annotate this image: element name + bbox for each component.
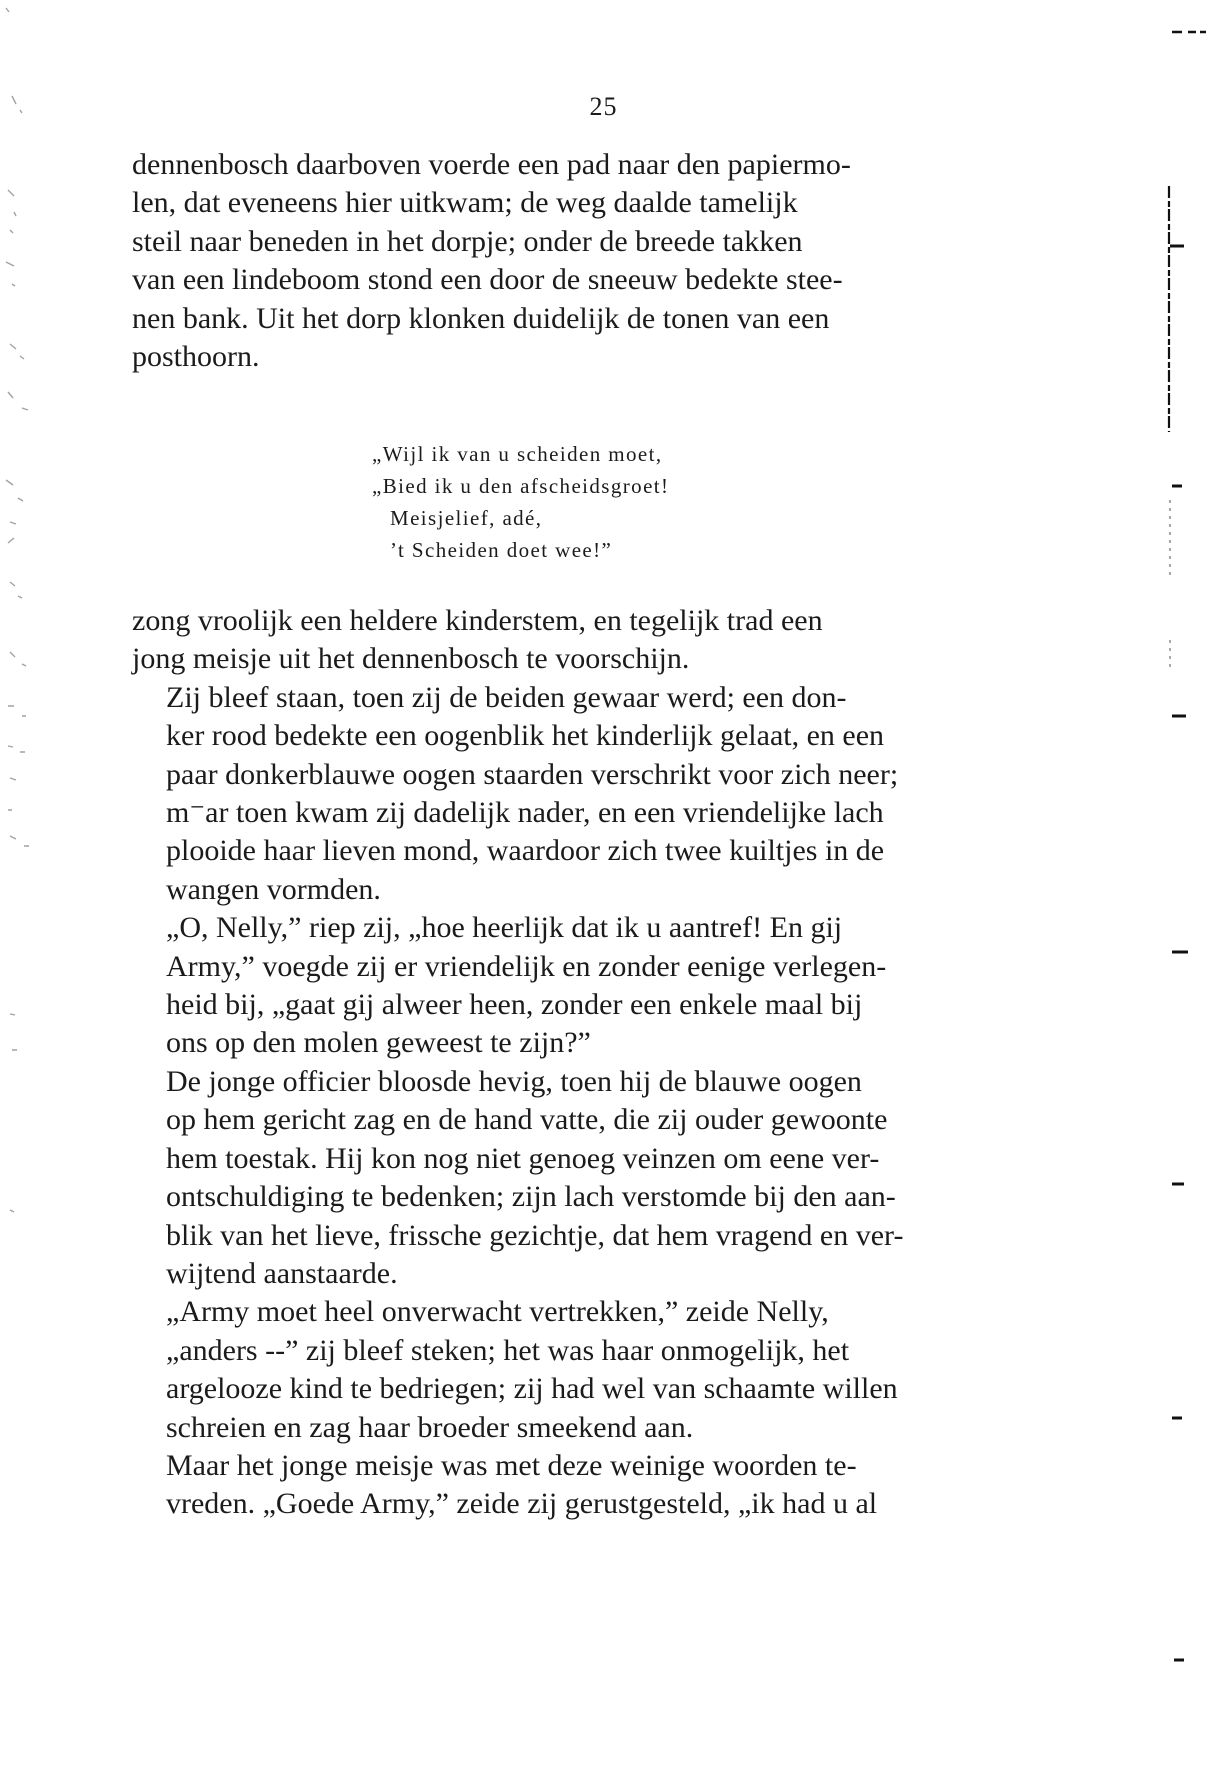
poem-line: ’t Scheiden doet wee!”	[390, 538, 613, 562]
text-line: nen bank. Uit het dorp klonken duidelijk de tonen van een	[132, 301, 830, 335]
text-line: heid bij, „gaat gij alweer heen, zonder een enkele maal bij	[166, 988, 863, 1022]
text-line: „Army moet heel onverwacht vertrekken,” zeide Nelly,	[166, 1295, 829, 1329]
text-line: „anders --” zij bleef steken; het was haar onmogelijk, het	[166, 1333, 850, 1367]
poem-verse	[372, 438, 669, 566]
text-line: steil naar beneden in het dorpje; onder de breede takken	[132, 224, 803, 258]
text-line: len, dat eveneens hier uitkwam; de weg daalde tamelijk	[132, 186, 798, 220]
text-line: op hem gericht zag en de hand vatte, die zij ouder gewoonte	[166, 1103, 888, 1137]
paragraph	[132, 1447, 968, 1524]
text-line: dennenbosch daarboven voerde een pad naar den papiermo-	[132, 148, 851, 181]
poem-line: „Wijl ik van u scheiden moet,	[372, 442, 663, 466]
right-margin-marks	[1169, 32, 1206, 1660]
paragraph	[132, 1063, 968, 1293]
body-text-top	[132, 146, 968, 376]
text-line: paar donkerblauwe oogen staarden verschrikt voor zich neer;	[166, 757, 899, 791]
paragraph	[132, 602, 968, 679]
text-line: van een lindeboom stond een door de sneeuw bedekte stee-	[132, 263, 843, 297]
body-text-bottom	[132, 602, 968, 1524]
text-line: hem toestak. Hij kon nog niet genoeg veinzen om eene ver-	[166, 1141, 880, 1175]
page-number: 25	[589, 92, 618, 121]
paragraph	[132, 1293, 968, 1447]
text-line: De jonge officier bloosde hevig, toen hij de blauwe oogen	[166, 1064, 862, 1098]
text-line: zong vroolijk een heldere kinderstem, en tegelijk trad een	[132, 604, 823, 637]
text-line: posthoorn.	[132, 340, 260, 374]
text-line: ker rood bedekte een oogenblik het kinderlijk gelaat, en een	[166, 719, 885, 753]
text-line: schreien en zag haar broeder smeekend aan.	[166, 1410, 694, 1444]
text-line: Maar het jonge meisje was met deze weinige woorden te-	[166, 1448, 857, 1482]
text-line: wijtend aanstaarde.	[166, 1256, 398, 1290]
text-line: Zij bleef staan, toen zij de beiden gewaar werd; een don-	[166, 680, 847, 714]
paragraph	[132, 679, 968, 909]
poem-line: „Bied ik u den afscheidsgroet!	[372, 474, 670, 498]
left-margin-specks	[6, 8, 29, 1212]
text-line: Army,” voegde zij er vriendelijk en zonder eenige verlegen-	[166, 949, 887, 983]
poem-line: Meisjelief, adé,	[390, 506, 543, 530]
paragraph	[132, 146, 968, 376]
text-line: „O, Nelly,” riep zij, „hoe heerlijk dat ik u aantref! En gij	[166, 911, 843, 945]
text-line: wangen vormden.	[166, 872, 381, 906]
text-line: plooide haar lieven mond, waardoor zich twee kuiltjes in de	[166, 834, 885, 868]
text-line: m⁻ar toen kwam zij dadelijk nader, en een vriendelijke lach	[166, 796, 884, 830]
paragraph	[132, 909, 968, 1063]
text-line: ontschuldiging te bedenken; zijn lach verstomde bij den aan-	[166, 1180, 896, 1214]
text-line: vreden. „Goede Army,” zeide zij gerustgesteld, „ik had u al	[166, 1487, 878, 1521]
text-line: jong meisje uit het dennenbosch te voorschijn.	[132, 642, 690, 676]
text-line: blik van het lieve, frissche gezichtje, dat hem vragend en ver-	[166, 1218, 904, 1252]
text-line: argelooze kind te bedriegen; zij had wel van schaamte willen	[166, 1372, 898, 1406]
text-line: ons op den molen geweest te zijn?”	[166, 1026, 591, 1060]
